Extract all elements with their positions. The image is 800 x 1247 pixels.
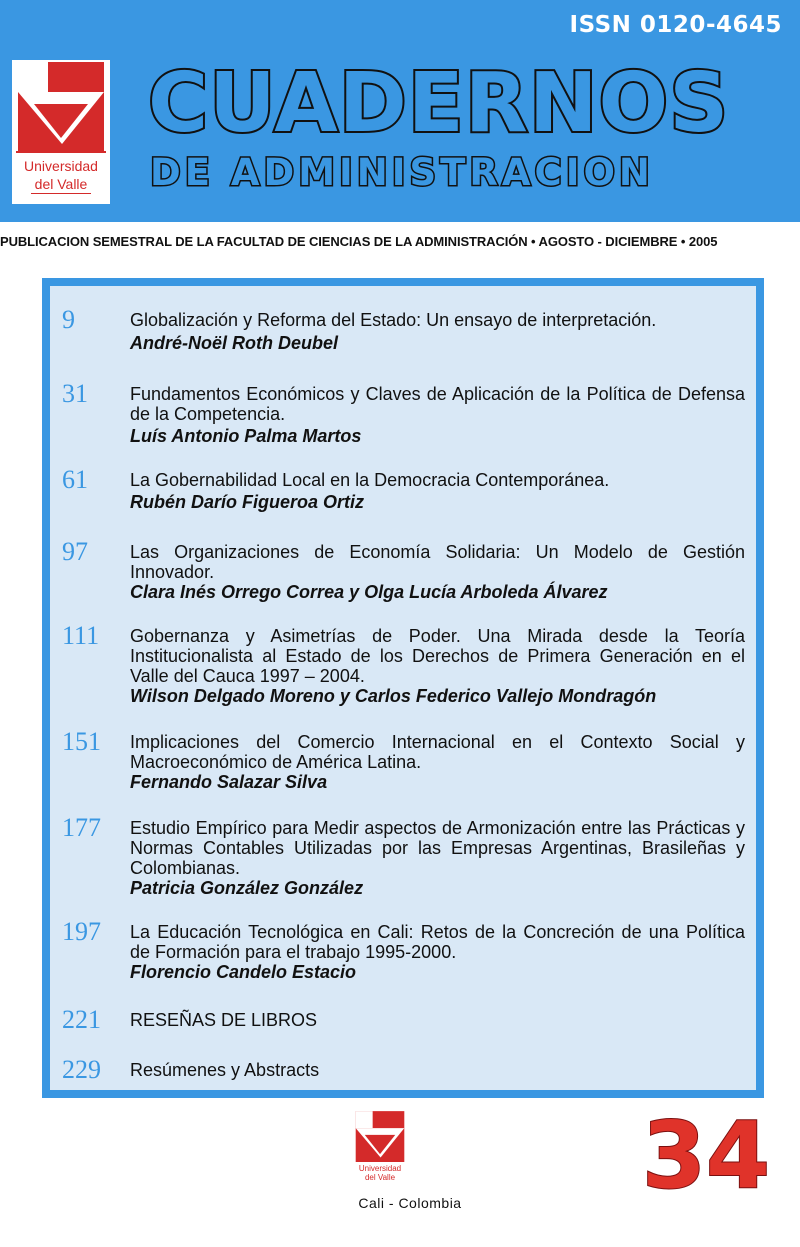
- toc-author: Florencio Candelo Estacio: [130, 962, 357, 982]
- issn-label: ISSN 0120-4645: [569, 12, 782, 38]
- toc-page-number: 197: [62, 917, 101, 946]
- logo-text-line-2: del Valle: [31, 176, 91, 194]
- toc-page-number: 9: [62, 305, 75, 334]
- footer-university-logo: [352, 1110, 408, 1182]
- toc-panel: [50, 286, 756, 1090]
- toc-author: Rubén Darío Figueroa Ortiz: [130, 492, 365, 512]
- toc-author: Fernando Salazar Silva: [130, 772, 328, 792]
- issue-number: 34: [641, 1102, 770, 1209]
- toc-page-number: 61: [62, 465, 88, 494]
- toc-page-number: 151: [62, 727, 101, 756]
- toc-author: Wilson Delgado Moreno y Carlos Federico Vallejo Mondragón: [130, 686, 657, 706]
- university-emblem-icon: [12, 60, 110, 158]
- toc-title: Implicaciones del Comercio Internacional en el Contexto Social y Macroeconómico de América Latina.: [130, 732, 745, 772]
- toc-page-number: 177: [62, 813, 101, 842]
- toc-author: Clara Inés Orrego Correa y Olga Lucía Arboleda Álvarez: [130, 582, 608, 602]
- cover-header: [0, 0, 800, 222]
- toc-title: La Educación Tecnológica en Cali: Retos de la Concreción de una Política de Formación para el trabajo 1995-2000.: [130, 922, 745, 962]
- toc-page-number: 31: [62, 379, 88, 408]
- footer-logo-text-2: del Valle: [364, 1173, 396, 1182]
- city-label: Cali - Colombia: [358, 1195, 462, 1211]
- toc-title: Estudio Empírico para Medir aspectos de Armonización entre las Prácticas y Normas Contables Utilizadas por las Empresas Argentinas, Brasileñas y Colombianas.: [130, 818, 745, 878]
- table-of-contents: [42, 278, 764, 1098]
- toc-author: Luís Antonio Palma Martos: [130, 426, 362, 446]
- toc-title: Globalización y Reforma del Estado: Un ensayo de interpretación.: [130, 310, 657, 330]
- toc-title: Fundamentos Económicos y Claves de Aplicación de la Política de Defensa de la Competencia.: [130, 384, 745, 424]
- toc-page-number: 111: [62, 621, 100, 650]
- toc-page-number: 97: [62, 537, 88, 566]
- journal-title: CUADERNOS: [148, 56, 730, 151]
- toc-page-number: 221: [62, 1005, 101, 1034]
- university-logo: [12, 60, 110, 204]
- toc-page-number: 229: [62, 1055, 101, 1084]
- toc-title: RESEÑAS DE LIBROS: [130, 1010, 318, 1030]
- toc-title: Gobernanza y Asimetrías de Poder. Una Mirada desde la Teoría Institucionalista al Estado de los Derechos de Primera Generación en el Valle del Cauca 1997 – 2004.: [130, 626, 745, 686]
- toc-title: Resúmenes y Abstracts: [130, 1060, 320, 1080]
- toc-title: Las Organizaciones de Economía Solidaria: Un Modelo de Gestión Innovador.: [130, 542, 745, 582]
- university-emblem-icon: [352, 1110, 408, 1162]
- journal-subtitle: DE ADMINISTRACION: [150, 151, 654, 194]
- publication-line: PUBLICACION SEMESTRAL DE LA FACULTAD DE CIENCIAS DE LA ADMINISTRACIÓN • AGOSTO - DICIEMBRE • 2005: [0, 234, 718, 249]
- toc-title: La Gobernabilidad Local en la Democracia Contemporánea.: [130, 470, 610, 490]
- toc-author: André-Noël Roth Deubel: [130, 333, 339, 353]
- toc-author: Patricia González González: [130, 878, 364, 898]
- logo-text-line-1: Universidad: [24, 158, 98, 174]
- footer-logo-text-1: Universidad: [358, 1164, 402, 1173]
